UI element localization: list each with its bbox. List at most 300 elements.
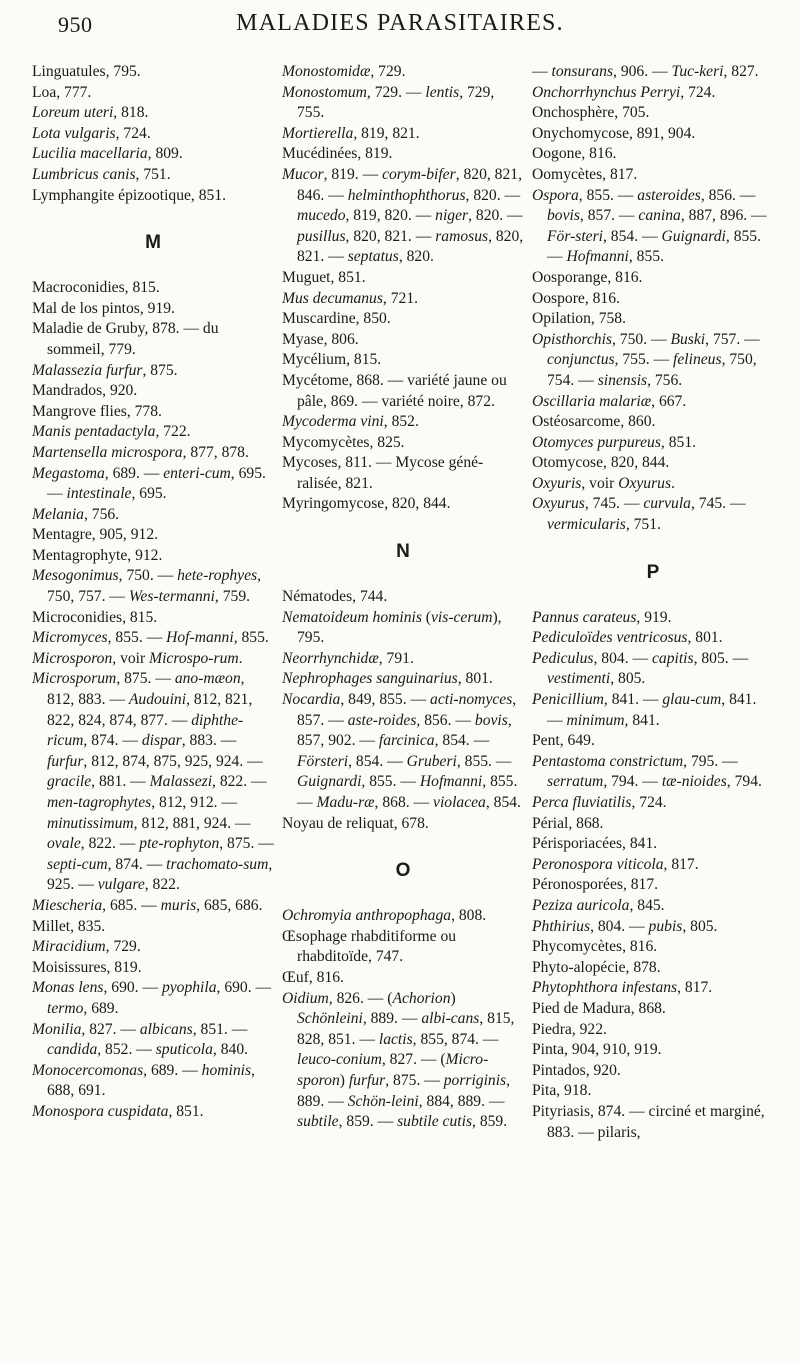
entry-term-italic: Pediculoïdes ventricosus xyxy=(532,629,688,647)
entry-text: . xyxy=(238,649,243,667)
index-entry xyxy=(32,958,274,979)
entry-text: , 868. — xyxy=(374,794,434,811)
entry-term-italic: ramosus xyxy=(435,227,489,245)
entry-term-italic: Achorion xyxy=(392,989,451,1007)
entry-term-italic: Miescheria xyxy=(32,896,103,914)
entry-term-italic: tonsurans xyxy=(551,63,614,80)
entry-text: , 855. — xyxy=(361,773,420,791)
index-entry xyxy=(282,989,524,1133)
entry-term-italic: bovis xyxy=(474,711,508,729)
entry-text: , 840. xyxy=(212,1041,249,1059)
entry-text: Pita, 918. xyxy=(532,1082,592,1100)
entry-term-italic: Onchorrhynchus Perryi xyxy=(532,83,681,101)
index-entry xyxy=(32,628,274,649)
entry-text: , 812, 881, 924. — xyxy=(133,814,255,832)
entry-term-italic: Martensella microspora xyxy=(32,443,183,461)
index-entry xyxy=(282,814,524,835)
index-entry xyxy=(32,422,274,443)
entry-text: , 822. — xyxy=(212,773,271,791)
entry-text: Mycomycètes, 825. xyxy=(282,433,405,451)
entry-term-italic: Madu-ræ xyxy=(316,794,375,811)
entry-term-italic: Pentastoma constrictum xyxy=(532,752,684,770)
entry-text: , 750, 757. — xyxy=(47,567,265,606)
entry-text: Périsporiacées, 841. xyxy=(532,835,658,853)
index-entry xyxy=(32,443,274,464)
entry-text: , 827. — xyxy=(81,1020,140,1038)
entry-term-italic: hominis xyxy=(201,1061,252,1079)
entry-term-italic: pyophila xyxy=(161,979,217,997)
index-entry xyxy=(32,917,274,938)
index-entry xyxy=(32,103,274,124)
entry-text: , 875. — xyxy=(385,1071,444,1089)
entry-text: , 855. xyxy=(628,248,664,266)
entry-term-italic: corym-bifer xyxy=(382,165,456,183)
index-entry xyxy=(282,289,524,310)
index-entry xyxy=(32,505,274,526)
entry-text: , 795. — xyxy=(683,752,742,770)
entry-term-italic: Microsporum xyxy=(32,670,117,688)
entry-text: Noyau de reliquat, 678. xyxy=(282,814,429,832)
entry-text: , 820, 821, 846. — xyxy=(297,165,526,204)
index-entry xyxy=(532,608,774,629)
entry-text: Oospore, 816. xyxy=(532,289,620,307)
entry-term-italic: Lucilia macellaria xyxy=(32,145,148,163)
index-entry xyxy=(532,289,774,310)
entry-text: , 919. xyxy=(636,608,672,626)
entry-term-italic: enteri-cum xyxy=(163,464,231,482)
index-entry xyxy=(532,937,774,958)
index-entry xyxy=(282,83,524,124)
entry-text: , 688, 691. xyxy=(47,1061,259,1100)
entry-term-italic: albicans xyxy=(139,1020,193,1038)
entry-text: , 808. xyxy=(451,907,487,925)
entry-term-italic: Schönleini xyxy=(297,1010,363,1028)
entry-term-italic: mucedo xyxy=(297,207,346,225)
entry-text: Mangrove flies, 778. xyxy=(32,402,162,420)
entry-term-italic: septi-cum xyxy=(47,855,108,873)
entry-text: , 812, 912. — xyxy=(151,794,241,811)
index-entry xyxy=(532,62,774,83)
index-column-3 xyxy=(532,62,774,1143)
index-entry xyxy=(282,669,524,690)
entry-term-italic: Neorrhynchidæ xyxy=(282,649,379,667)
entry-term-italic: Tuc-keri xyxy=(671,63,724,80)
entry-text: , 820, 821. — xyxy=(345,227,436,245)
entry-text: , 729. xyxy=(105,938,141,956)
entry-text: , 852. xyxy=(383,413,419,431)
entry-text: , 925. — xyxy=(47,855,277,894)
entry-term-italic: furfur xyxy=(348,1071,386,1089)
entry-text: , 804. — xyxy=(593,649,652,667)
entry-term-italic: felineus xyxy=(673,351,722,369)
entry-text: Microconidies, 815. xyxy=(32,608,158,626)
index-entry xyxy=(32,1061,274,1102)
entry-text: , 819, 821. xyxy=(353,124,420,142)
entry-text: , 755. — xyxy=(614,351,674,369)
entry-text: Oomycètes, 817. xyxy=(532,165,638,183)
entry-text: Nématodes, 744. xyxy=(282,588,388,606)
entry-text: Pityriasis, 874. — circiné et marginé, 883. — pilaris, xyxy=(532,1102,769,1141)
entry-text: Maladie de Gruby, 878. — du sommeil, 779. xyxy=(32,320,223,358)
entry-text: , 817. xyxy=(663,855,699,873)
entry-term-italic: Guignardi xyxy=(661,227,726,245)
entry-text: , 827. xyxy=(723,63,759,80)
entry-term-italic: dispar xyxy=(141,732,182,750)
entry-text: , 757. — xyxy=(705,330,764,348)
entry-text: , 685, 686. xyxy=(196,896,263,914)
entry-text: , 820. — xyxy=(465,186,524,204)
index-entry xyxy=(532,855,774,876)
index-entry xyxy=(532,1081,774,1102)
entry-text: Onchosphère, 705. xyxy=(532,104,650,122)
entry-text: Oosporange, 816. xyxy=(532,268,643,286)
entry-term-italic: hete-rophyes xyxy=(177,567,258,585)
entry-term-italic: Phthirius xyxy=(532,917,591,935)
entry-text: Opilation, 758. xyxy=(532,310,626,328)
entry-term-italic: Peziza auricola xyxy=(532,896,630,914)
entry-term-italic: Microsporon xyxy=(32,649,113,667)
index-entry xyxy=(32,144,274,165)
index-entry xyxy=(32,278,274,299)
entry-text: , 859. — xyxy=(338,1113,398,1131)
entry-term-italic: glau-cum xyxy=(662,691,722,709)
entry-text: , 826. — ( xyxy=(328,989,393,1007)
entry-term-italic: farcinica xyxy=(378,732,435,750)
entry-text: , 805. xyxy=(682,917,718,935)
entry-term-italic: Wes-termanni xyxy=(128,588,215,606)
index-entry xyxy=(282,371,524,412)
index-entry xyxy=(532,731,774,752)
entry-term-italic: Manis pentadactyla xyxy=(32,423,156,441)
entry-text: , 875. — xyxy=(219,835,278,853)
index-entry xyxy=(282,968,524,989)
index-entry xyxy=(282,649,524,670)
entry-term-italic: capitis xyxy=(651,649,694,667)
entry-term-italic: subtile cutis xyxy=(397,1113,473,1131)
entry-term-italic: Miracidium xyxy=(32,938,106,956)
index-column-2 xyxy=(282,62,528,1143)
entry-term-italic: conjunctus xyxy=(547,351,615,369)
entry-term-italic: asteroides xyxy=(637,186,701,204)
entry-text: , 887, 896. — xyxy=(680,207,771,225)
index-entry xyxy=(532,83,774,104)
entry-text: , 851. xyxy=(660,433,697,451)
index-column-1 xyxy=(32,62,278,1143)
entry-term-italic: Penicillium xyxy=(532,691,604,709)
entry-term-italic: Audouini xyxy=(128,691,187,709)
entry-text: , 804. — xyxy=(590,917,649,935)
index-entry xyxy=(282,62,524,83)
entry-term-italic: Malassezia furfur xyxy=(32,361,143,379)
entry-term-italic: Buski xyxy=(670,330,706,348)
entry-term-italic: serratum xyxy=(547,773,604,791)
entry-text: , 724. xyxy=(115,124,151,142)
entry-term-italic: diphthe-ricum xyxy=(47,711,244,750)
entry-text: Loa, 777. xyxy=(32,83,92,101)
entry-text: , 874. — xyxy=(107,855,167,873)
entry-text: , 822. xyxy=(144,876,180,894)
index-entry xyxy=(32,83,274,104)
entry-text: , 801. xyxy=(457,670,493,688)
entry-term-italic: vis-cerum xyxy=(431,608,493,626)
entry-term-italic: pusillus xyxy=(297,227,346,245)
entry-term-italic: Mortierella xyxy=(282,124,354,142)
index-entry xyxy=(32,978,274,1019)
index-entry xyxy=(32,402,274,423)
entry-text: , voir xyxy=(581,474,619,492)
entry-term-italic: Oxyuris xyxy=(532,474,582,492)
entry-term-italic: lentis xyxy=(425,83,460,101)
entry-text: , 855. — xyxy=(456,752,516,770)
entry-term-italic: Oxyurus xyxy=(532,495,585,513)
entry-term-italic: curvula xyxy=(643,495,691,513)
index-entry xyxy=(32,649,274,670)
entry-term-italic: vermicularis xyxy=(547,516,626,534)
entry-term-italic: Pannus carateus xyxy=(532,608,637,626)
index-entry xyxy=(32,546,274,567)
index-entry xyxy=(532,649,774,690)
entry-text: Mandrados, 920. xyxy=(32,382,138,400)
page-header xyxy=(26,0,774,62)
index-entry xyxy=(532,896,774,917)
entry-text: , 855. — xyxy=(107,629,167,647)
entry-text: , 729. xyxy=(370,63,406,80)
index-entry xyxy=(532,690,774,731)
index-entry xyxy=(32,299,274,320)
index-entry xyxy=(32,1102,274,1123)
entry-text: , 690. — xyxy=(103,979,162,997)
entry-text: , 877, 878. xyxy=(182,443,249,461)
entry-term-italic: Oxyurus xyxy=(618,474,672,492)
index-entry xyxy=(532,628,774,649)
entry-term-italic: furfur xyxy=(47,752,84,770)
entry-text: , 854. — xyxy=(603,227,662,245)
index-entry xyxy=(282,690,524,814)
entry-term-italic: lactis xyxy=(378,1030,413,1048)
entry-text: , 751. xyxy=(625,516,661,534)
entry-text: Ostéosarcome, 860. xyxy=(532,413,656,431)
entry-text: ) xyxy=(339,1071,349,1089)
entry-text: — xyxy=(532,63,552,80)
entry-text: Pied de Madura, 868. xyxy=(532,999,666,1017)
entry-text: Macroconidies, 815. xyxy=(32,279,160,297)
index-entry xyxy=(532,309,774,330)
entry-text: , 805. xyxy=(610,670,646,688)
entry-text: , 812, 883. — xyxy=(47,670,249,709)
index-entry xyxy=(32,124,274,145)
entry-text: Mal de los pintos, 919. xyxy=(32,299,175,317)
entry-text: , 855. — xyxy=(547,227,765,266)
entry-term-italic: Oidium xyxy=(282,989,329,1007)
entry-text: , 881. — xyxy=(91,773,150,791)
entry-text: , 889. — xyxy=(297,1071,514,1110)
entry-term-italic: aste-roides xyxy=(347,711,417,729)
entry-text: , 884, 889. — xyxy=(418,1092,509,1110)
entry-term-italic: Otomyces purpureus xyxy=(532,433,661,451)
entry-text: , 695. xyxy=(131,485,167,503)
entry-text: , 791. xyxy=(378,649,414,667)
entry-term-italic: Mus decumanus xyxy=(282,289,383,307)
entry-text: , 729. — xyxy=(366,83,426,101)
index-entry xyxy=(282,494,524,515)
entry-text: , 794. — xyxy=(603,773,662,791)
index-entry xyxy=(282,433,524,454)
entry-term-italic: Hof-manni xyxy=(166,629,234,647)
entry-term-italic: Malassezi xyxy=(149,773,213,791)
entry-term-italic: Mucor xyxy=(282,165,324,183)
index-entry xyxy=(532,330,774,392)
entry-term-italic: ovale xyxy=(47,835,81,853)
entry-term-italic: Oscillaria malariæ xyxy=(532,392,652,410)
entry-text: , 852. — xyxy=(97,1041,156,1059)
index-entry xyxy=(282,587,524,608)
entry-text: Mycoses, 811. — Mycose géné-ralisée, 821. xyxy=(282,454,484,492)
entry-term-italic: Melania xyxy=(32,505,84,523)
entry-text: , 857, 902. — xyxy=(297,711,516,750)
entry-term-italic: Monostomum xyxy=(282,83,367,101)
entry-text: , 820. xyxy=(398,248,434,266)
entry-term-italic: Micro-sporon xyxy=(297,1051,489,1089)
entry-term-italic: Microspo-rum xyxy=(149,649,239,667)
entry-term-italic: Hofmanni xyxy=(566,248,629,266)
entry-text: Pinta, 904, 910, 919. xyxy=(532,1041,662,1059)
entry-text: , 805. — xyxy=(693,649,753,667)
entry-text: ), 795. xyxy=(297,608,506,647)
index-entry xyxy=(532,875,774,896)
entry-term-italic: Ospora xyxy=(532,186,579,204)
entry-text: ) xyxy=(450,989,460,1007)
entry-term-italic: trachomato-sum xyxy=(166,855,269,873)
index-entry xyxy=(532,793,774,814)
entry-text: , 851. xyxy=(168,1102,204,1120)
entry-text: Péronosporées, 817. xyxy=(532,876,659,894)
entry-text: Oogone, 816. xyxy=(532,145,617,163)
index-entry xyxy=(32,319,274,360)
entry-text: Muguet, 851. xyxy=(282,268,366,286)
entry-term-italic: Monas lens xyxy=(32,979,104,997)
index-entry xyxy=(32,669,278,896)
section-letter: N xyxy=(396,541,410,563)
entry-text: , 689. — xyxy=(143,1061,202,1079)
entry-term-italic: intestinale xyxy=(66,485,132,503)
entry-term-italic: Ochromyia anthropophaga xyxy=(282,907,452,925)
entry-text: , 809. xyxy=(147,145,183,163)
index-entry xyxy=(532,958,774,979)
index-entry xyxy=(532,494,774,535)
index-entry xyxy=(32,186,274,207)
entry-text: Mycélium, 815. xyxy=(282,351,382,369)
entry-term-italic: Hofmanni xyxy=(419,773,483,791)
entry-text: , voir xyxy=(112,649,150,667)
entry-text: Mucédinées, 819. xyxy=(282,145,393,163)
entry-term-italic: albi-cans xyxy=(421,1010,480,1028)
entry-term-italic: Gruberi xyxy=(406,752,457,770)
entry-term-italic: Nephrophages sanguinarius xyxy=(282,670,458,688)
entry-term-italic: Lumbricus canis xyxy=(32,165,136,183)
index-entry xyxy=(532,453,774,474)
entry-text: , 841. — xyxy=(603,691,663,709)
index-entry xyxy=(282,330,524,351)
entry-text: , 875. xyxy=(142,361,178,379)
entry-term-italic: För-steri xyxy=(547,227,603,245)
section-letter: P xyxy=(646,561,660,583)
entry-term-italic: gracile xyxy=(47,773,92,791)
index-columns xyxy=(26,62,774,1143)
entry-text: , 856. — xyxy=(700,186,760,204)
entry-text: , 819. — xyxy=(323,165,383,183)
entry-text: Phycomycètes, 816. xyxy=(532,938,658,956)
entry-text: , 756. xyxy=(647,371,683,389)
entry-text: , 856. — xyxy=(416,711,475,729)
entry-text: , 820, 821. — xyxy=(297,227,528,266)
entry-text: Œuf, 816. xyxy=(282,968,344,986)
entry-text: , 689. — xyxy=(104,464,164,482)
entry-term-italic: Schön-leini xyxy=(347,1092,419,1110)
entry-term-italic: Peronospora viticola xyxy=(532,855,664,873)
entry-text: Mentagrophyte, 912. xyxy=(32,546,163,564)
entry-term-italic: Nocardia xyxy=(282,691,341,709)
index-entry xyxy=(532,186,774,268)
index-entry xyxy=(532,165,774,186)
entry-text: , 819, 820. — xyxy=(345,207,436,225)
entry-text: , 841. xyxy=(624,711,660,729)
entry-term-italic: porriginis xyxy=(443,1071,507,1089)
entry-term-italic: pte-rophyton xyxy=(139,835,220,853)
index-entry xyxy=(32,165,274,186)
entry-text: , 851. — xyxy=(192,1020,252,1038)
entry-term-italic: canina xyxy=(638,207,681,225)
entry-term-italic: Loreum uteri xyxy=(32,104,114,122)
entry-text: , 820. — xyxy=(468,207,527,225)
index-entry xyxy=(532,1040,774,1061)
running-head: MALADIES PARASITAIRES. xyxy=(236,10,564,36)
entry-term-italic: muris xyxy=(160,896,197,914)
entry-text: , 827. — ( xyxy=(381,1051,446,1069)
entry-text: , 724. xyxy=(680,83,716,101)
entry-term-italic: Lota vulgaris xyxy=(32,124,116,142)
entry-text: Linguatules, 795. xyxy=(32,63,141,80)
entry-term-italic: minutissimum xyxy=(47,814,134,832)
entry-text: , 874. — xyxy=(83,732,142,750)
index-entry xyxy=(532,917,774,938)
index-entry xyxy=(282,453,524,494)
entry-term-italic: minimum xyxy=(566,711,625,729)
entry-term-italic: Pediculus xyxy=(532,649,594,667)
index-entry xyxy=(532,474,774,495)
entry-text: , 750. — xyxy=(612,330,671,348)
index-entry xyxy=(32,525,274,546)
entry-term-italic: Monostomidæ xyxy=(282,63,371,80)
entry-text: , 883. — xyxy=(181,732,241,750)
entry-text: , 822. — xyxy=(80,835,140,853)
index-entry xyxy=(282,412,524,433)
entry-text: Piedra, 922. xyxy=(532,1020,607,1038)
index-entry xyxy=(282,268,524,289)
entry-text: , 854. — xyxy=(348,752,407,770)
entry-term-italic: acti-nomyces xyxy=(430,691,513,709)
entry-text: , 667. xyxy=(651,392,687,410)
entry-text: , 889. — xyxy=(362,1010,422,1028)
entry-term-italic: sputicola xyxy=(155,1041,213,1059)
entry-text: Mentagre, 905, 912. xyxy=(32,526,159,544)
entry-term-italic: violacea xyxy=(433,794,486,811)
index-entry xyxy=(532,392,774,413)
entry-text: Mycétome, 868. — variété jaune ou pâle, 869. — variété noire, 872. xyxy=(282,371,511,410)
entry-term-italic: Monospora cuspidata xyxy=(32,1102,169,1120)
entry-text: , 722. xyxy=(155,423,191,441)
entry-text: , 689. xyxy=(83,999,119,1017)
entry-text: Moisissures, 819. xyxy=(32,958,142,976)
